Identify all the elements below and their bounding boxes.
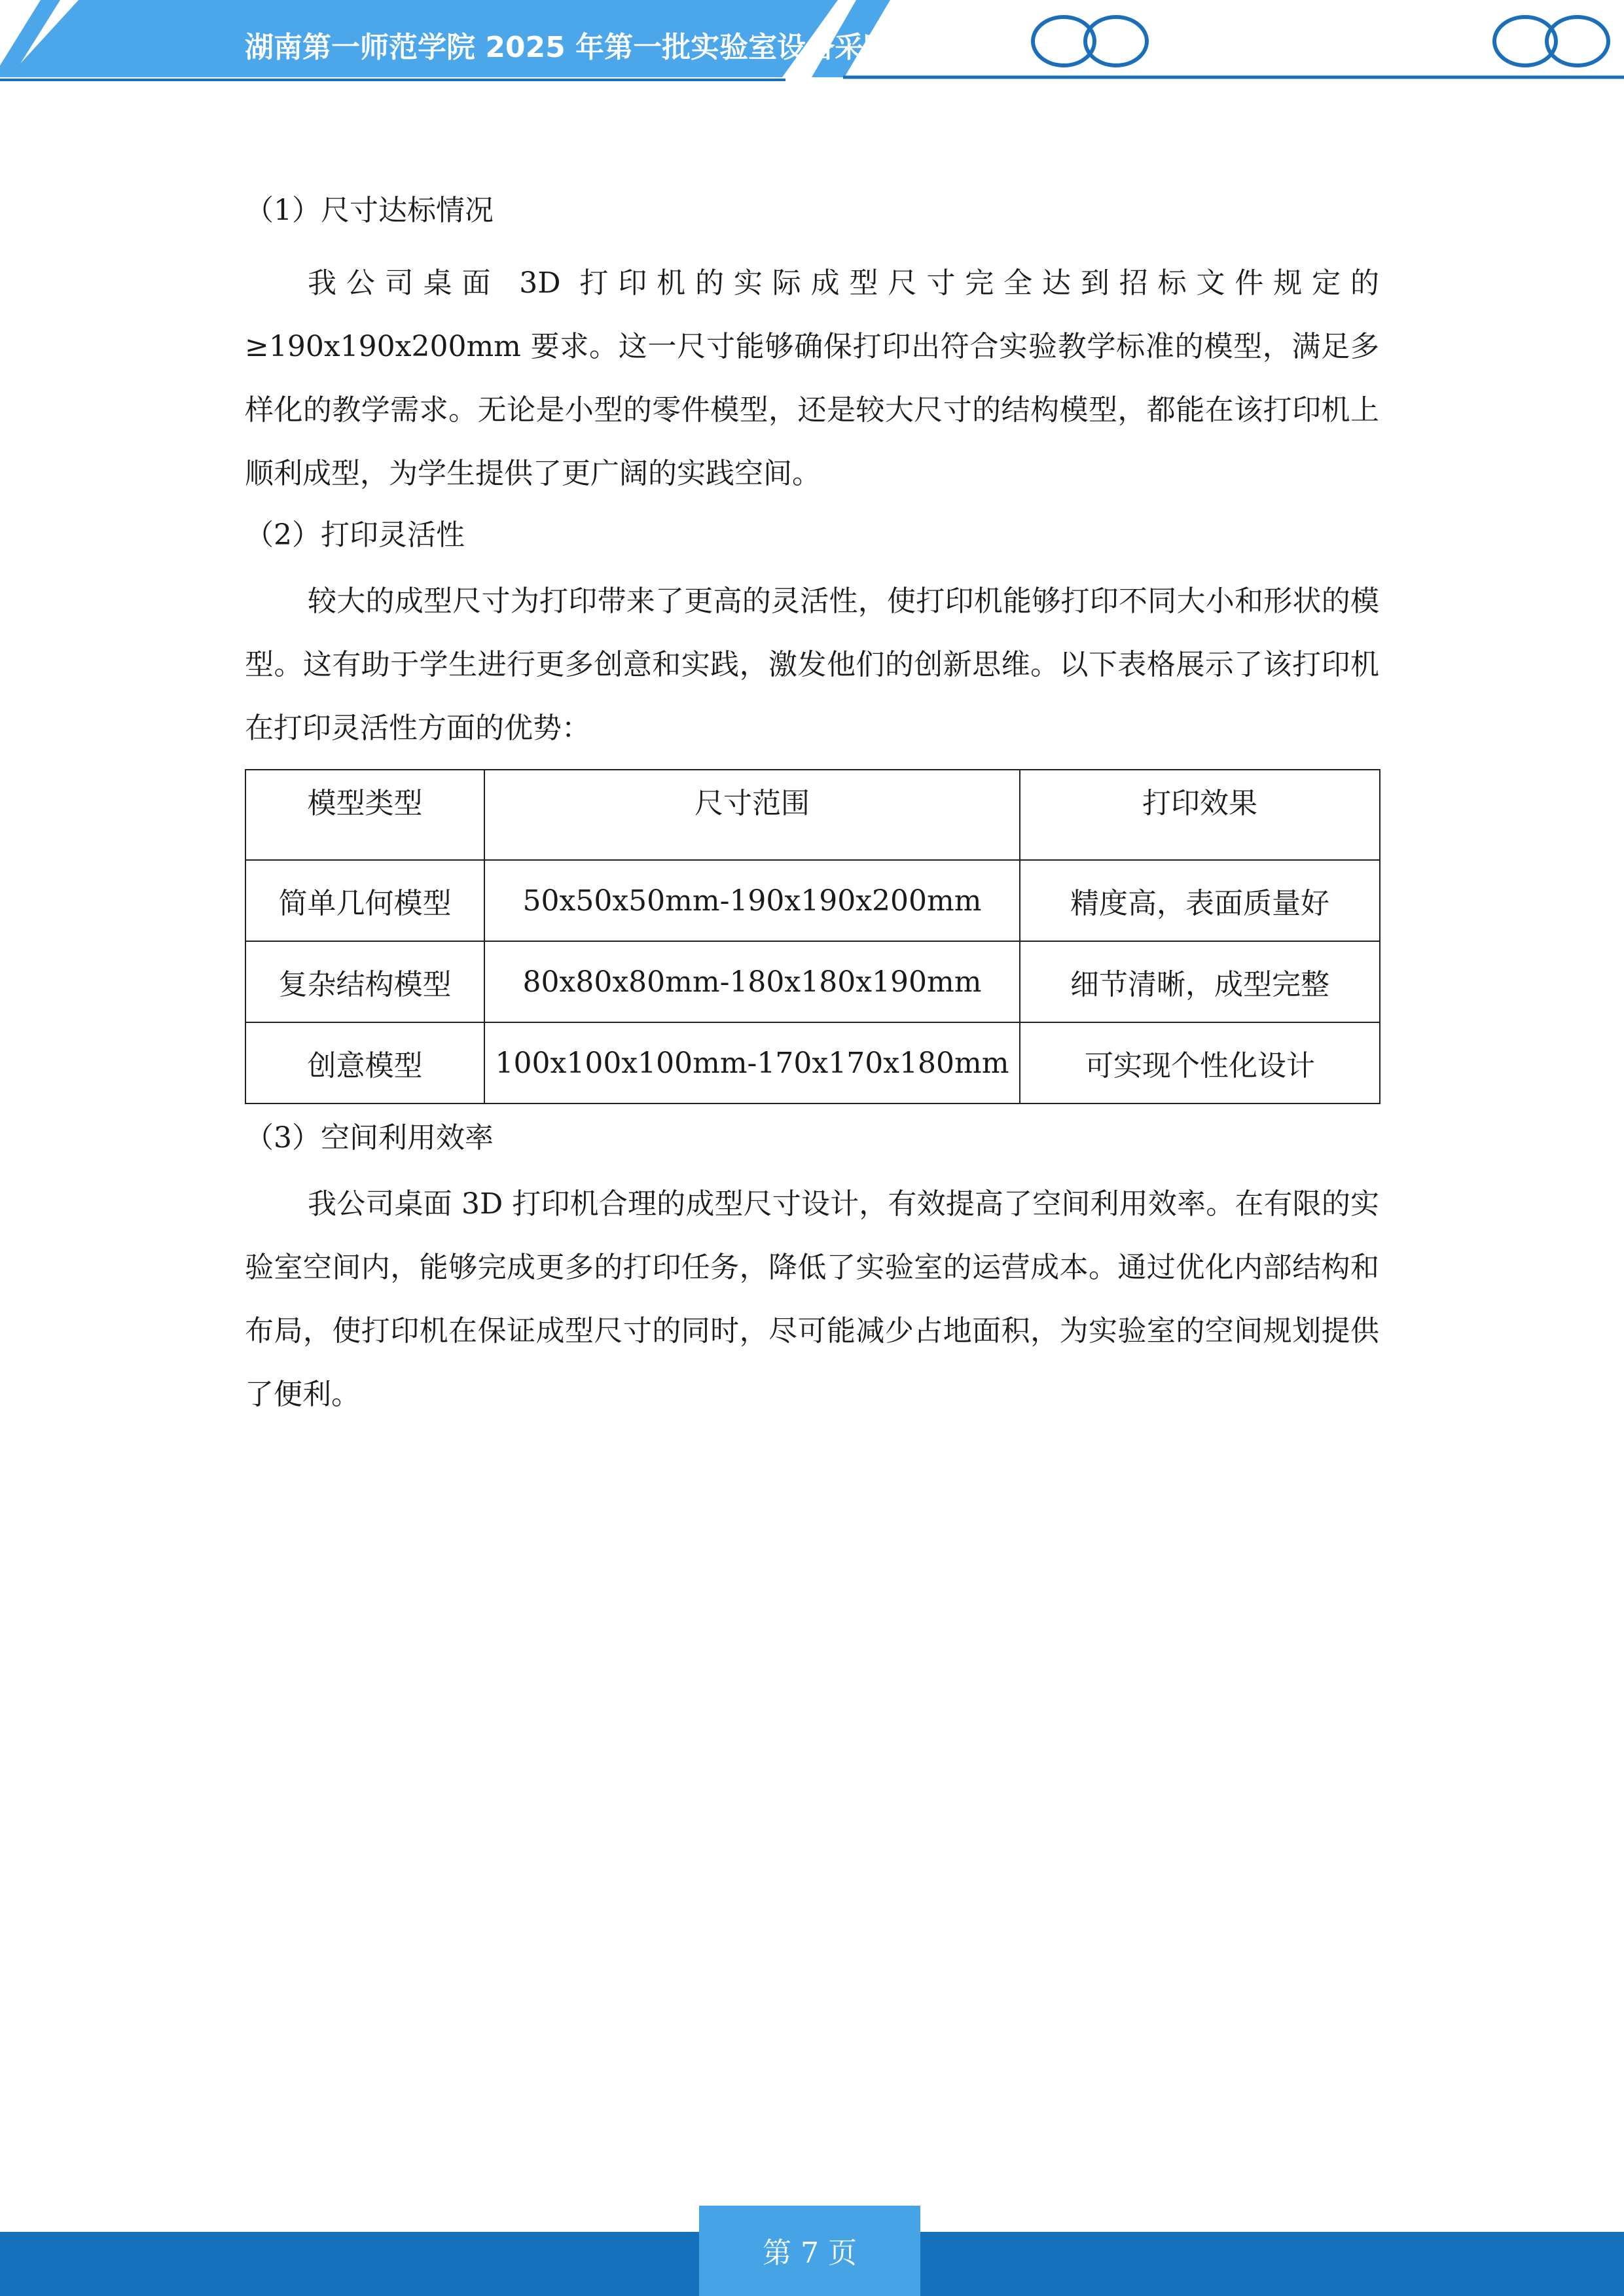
- paragraph: 我公司桌面 3D 打印机合理的成型尺寸设计，有效提高了空间利用效率。在有限的实验室空间内，能够完成更多的打印任务，降低了实验室的运营成本。通过优化内部结构和布局，使打印机在保证成型尺寸的同时，尽可能减少占地面积，为实验室的空间规划提供了便利。: [245, 1187, 1379, 1411]
- rings-icon: [1033, 17, 1147, 65]
- table-cell: 精度高，表面质量好: [1020, 860, 1380, 941]
- table-header-row: [245, 770, 1380, 860]
- table-cell: 细节清晰，成型完整: [1020, 941, 1380, 1022]
- section-heading: （1）尺寸达标情况: [245, 194, 494, 227]
- paragraph: 我公司桌面 3D 打印机的实际成型尺寸完全达到招标文件规定的≥190x190x200mm 要求。这一尺寸能够确保打印出符合实验教学标准的模型，满足多样化的教学需求。无论是小型的零件模型，还是较大尺寸的结构模型，都能在该打印机上顺利成型，为学生提供了更广阔的实践空间。: [245, 266, 1379, 490]
- table-cell: 简单几何模型: [245, 860, 484, 941]
- table-cell: 100x100x100mm-170x170x180mm: [484, 1022, 1020, 1103]
- table-cell: 80x80x80mm-180x180x190mm: [484, 941, 1020, 1022]
- table-cell: 复杂结构模型: [245, 941, 484, 1022]
- table-row: [245, 1022, 1380, 1103]
- document-body: [245, 190, 1379, 1426]
- table-cell: 创意模型: [245, 1022, 484, 1103]
- column-header: 模型类型: [245, 770, 484, 860]
- column-header: 打印效果: [1020, 770, 1380, 860]
- header-title: 湖南第一师范学院 2025 年第一批实验室设备采购项目: [245, 31, 950, 64]
- printing-flexibility-table: [245, 769, 1380, 1104]
- paragraph: 较大的成型尺寸为打印带来了更高的灵活性，使打印机能够打印不同大小和形状的模型。这有助于学生进行更多创意和实践，激发他们的创新思维。以下表格展示了该打印机在打印灵活性方面的优势：: [245, 584, 1379, 745]
- table-row: [245, 860, 1380, 941]
- page-number: 第 7 页: [763, 2236, 857, 2270]
- table-cell: 可实现个性化设计: [1020, 1022, 1380, 1103]
- table-row: [245, 941, 1380, 1022]
- column-header: 尺寸范围: [484, 770, 1020, 860]
- table-cell: 50x50x50mm-190x190x200mm: [484, 860, 1020, 941]
- section-heading: （2）打印灵活性: [245, 518, 465, 552]
- section-heading: （3）空间利用效率: [245, 1121, 494, 1155]
- rings-icon: [1494, 17, 1608, 65]
